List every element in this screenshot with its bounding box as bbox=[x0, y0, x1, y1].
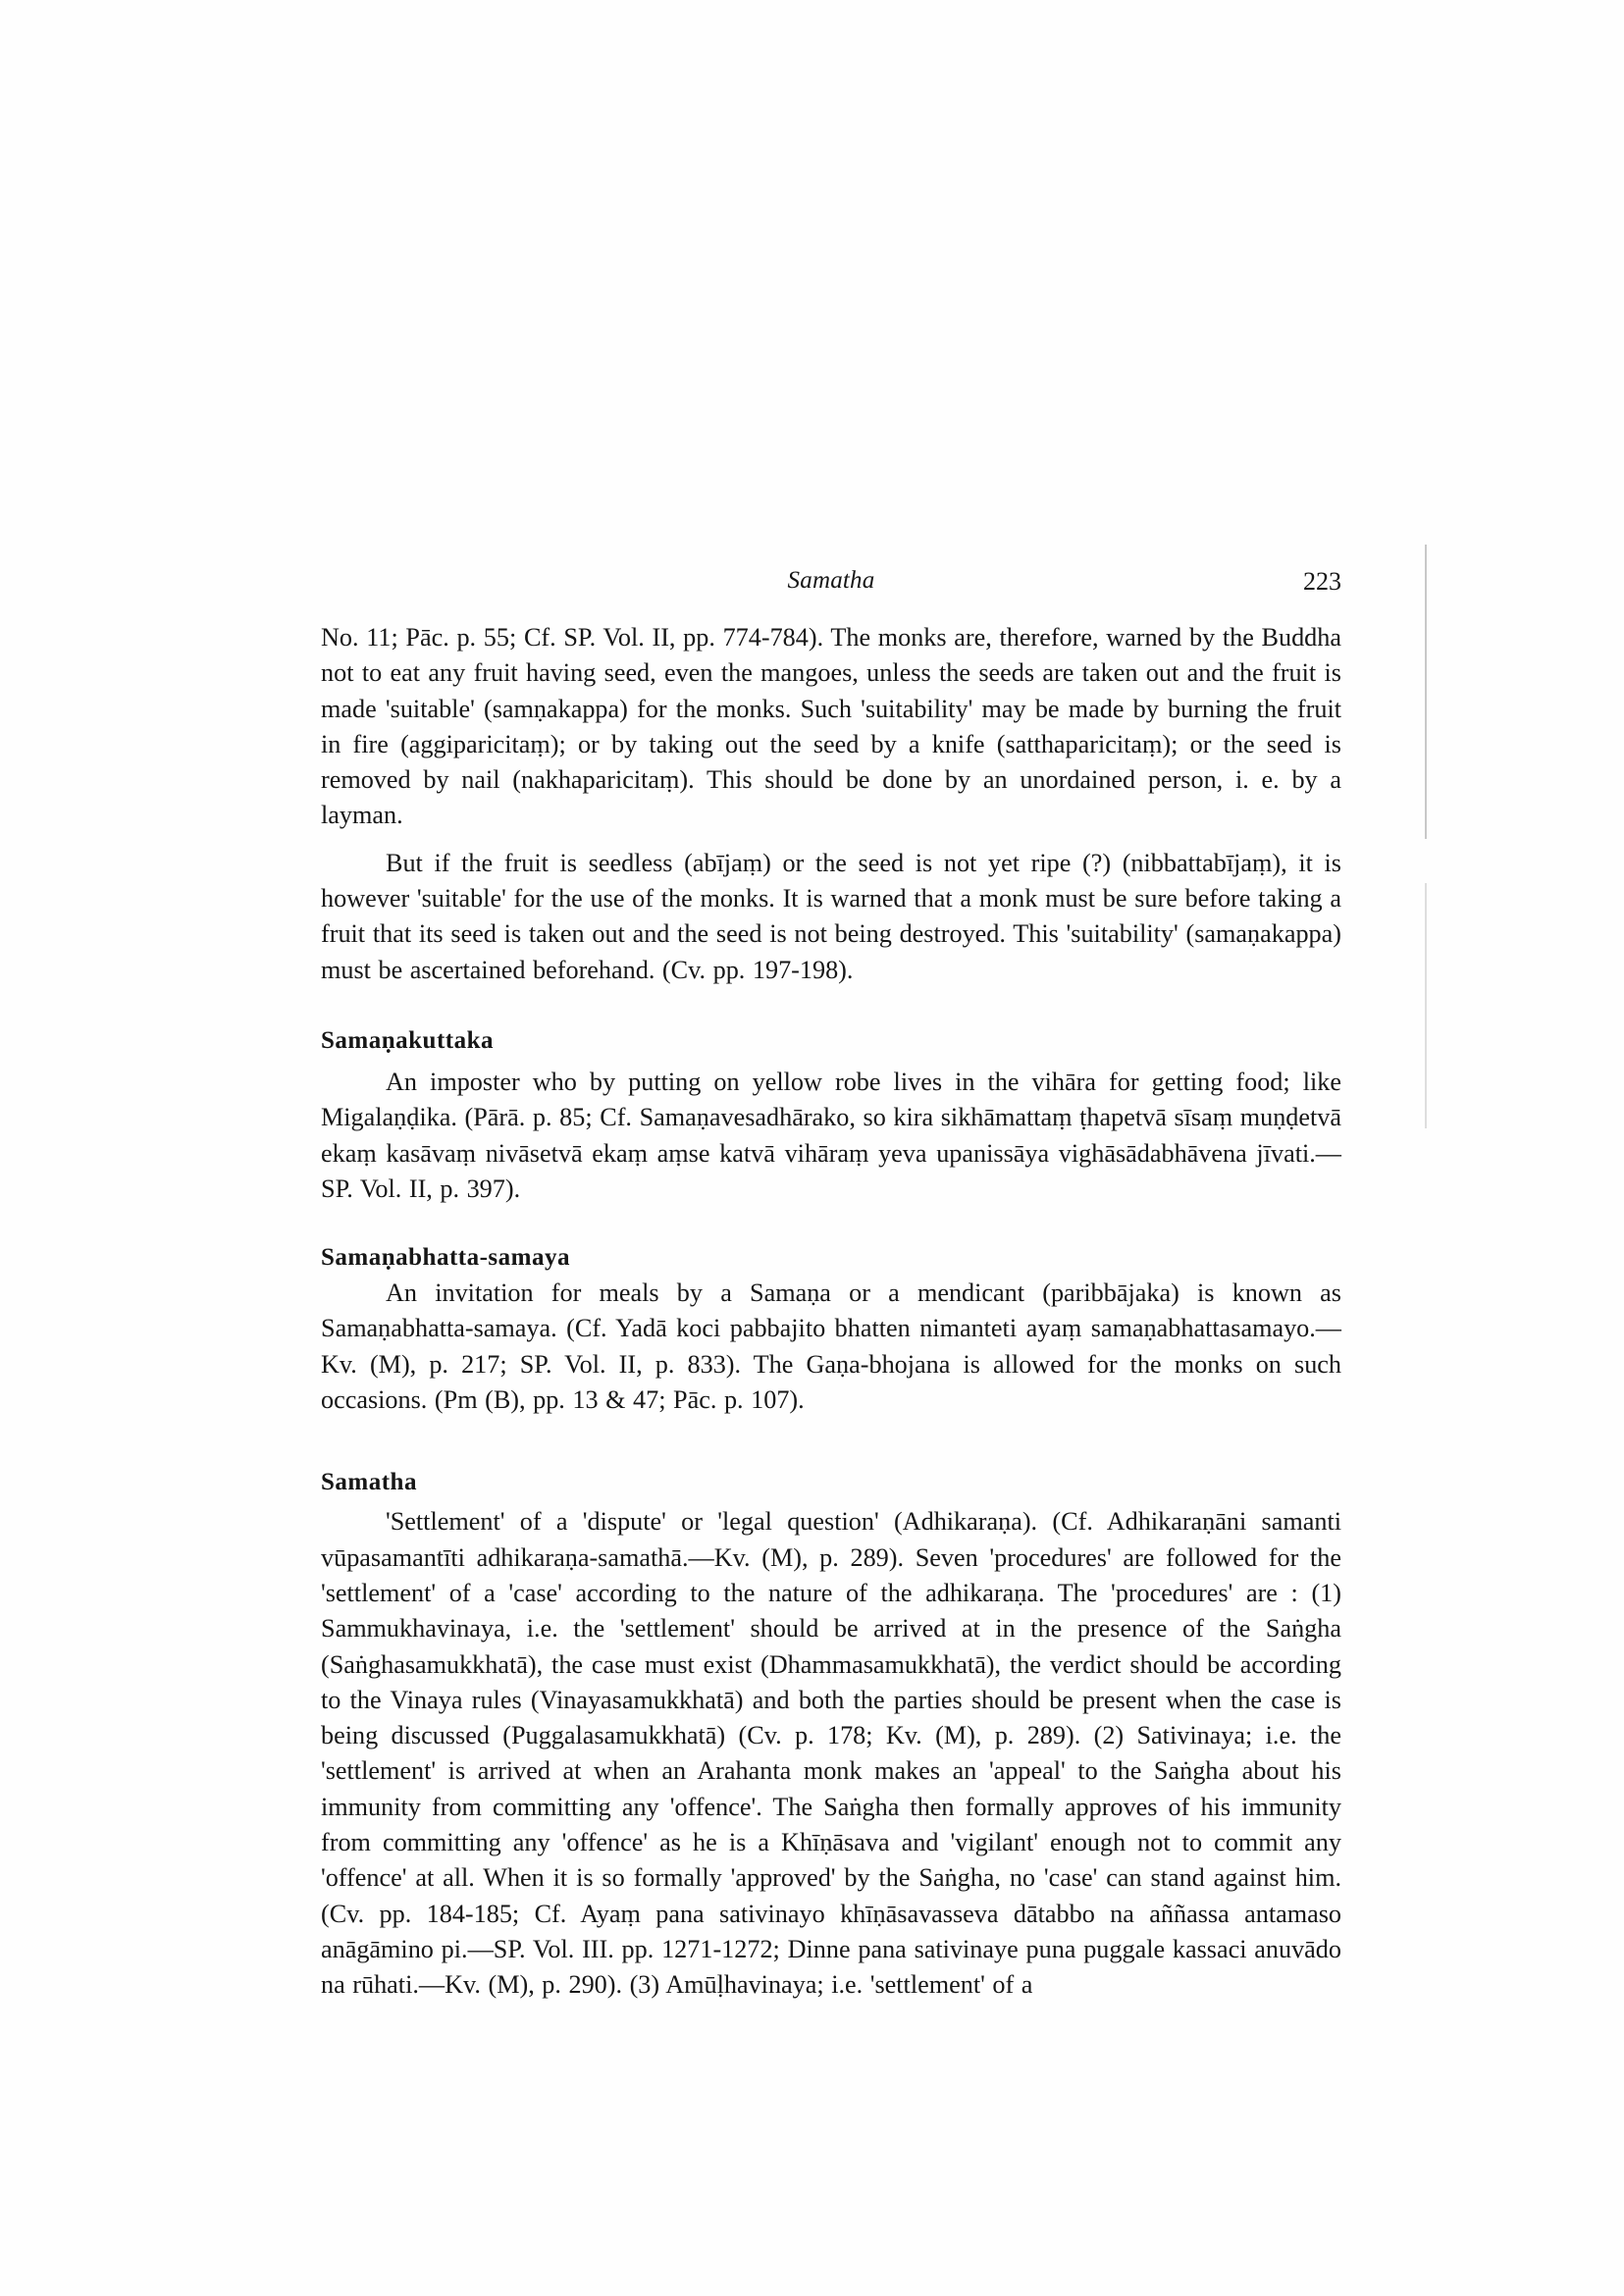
entry-heading-samanakuttaka: Samaṇakuttaka bbox=[321, 1026, 494, 1054]
running-title: Samatha bbox=[787, 567, 875, 594]
entry-heading-samanabhatta-samaya: Samaṇabhatta-samaya bbox=[321, 1244, 570, 1272]
paragraph-seedless-fruit: But if the fruit is seedless (abījaṃ) or the seed is not yet ripe (?) (nibbattabījaṃ), it is however 'suitable' for the use of the monks. It is warned that a monk must be sure before taking a fruit that its seed is taken out and the seed is not being destroyed. This 'suitability' (samaṇakappa) must be ascertained beforehand. (Cv. pp. 197-198). bbox=[321, 848, 1341, 984]
running-head bbox=[321, 567, 1341, 606]
page-number: 223 bbox=[1303, 567, 1341, 596]
paragraph-continuation: No. 11; Pāc. p. 55; Cf. SP. Vol. II, pp. 774-784). The monks are, therefore, warned by the Buddha not to eat any fruit having seed, even the mangoes, unless the seeds are taken out and the fruit is made 'suitable' (samṇakappa) for the monks. Such 'suitability' may be made by burning the fruit in fire (aggiparicitaṃ); or by taking out the seed by a knife (satthaparicitaṃ); or the seed is removed by nail (nakhaparicitaṃ). This should be done by an unordained person, i. e. by a layman. bbox=[321, 623, 1341, 830]
entry-heading-samatha: Samatha bbox=[321, 1469, 417, 1496]
scan-edge-mark bbox=[1425, 545, 1427, 839]
body-text bbox=[321, 620, 1341, 2004]
scan-edge-mark bbox=[1425, 883, 1427, 1128]
paragraph-samatha: 'Settlement' of a 'dispute' or 'legal question' (Adhikaraṇa). (Cf. Adhikaraṇāni samanti vūpasamantīti adhikaraṇa-samathā.—Kv. (M), p. 289). Seven 'procedures' are followed for the 'settlement' of a 'case' according to the nature of the adhikaraṇa. The 'procedures' are : (1) Sammukhavinaya, i.e. the 'settlement' should be arrived at in the presence of the Saṅgha (Saṅghasamukkhatā), the case must exist (Dhammasamukkhatā), the verdict should be according to the Vinaya rules (Vinayasamukkhatā) and both the parties should be present when the case is being discussed (Puggalasamukkhatā) (Cv. p. 178; Kv. (M), p. 289). (2) Sativinaya; i.e. the 'settlement' is arrived at when an Arahanta monk makes an 'appeal' to the Saṅgha about his immunity from committing any 'offence'. The Saṅgha then formally approves of his immunity from committing any 'offence' as he is a Khīṇāsava and 'vigilant' enough not to commit any 'offence' at all. When it is so formally 'approved' by the Saṅgha, no 'case' can stand against him. (Cv. pp. 184-185; Cf. Ayaṃ pana sativinayo khīṇāsavasseva dātabbo na aññassa antamaso anāgāmino pi.—SP. Vol. III. pp. 1271-1272; Dinne pana sativinaye puna puggale kassaci anuvādo na rūhati.—Kv. (M), p. 290). (3) Amūḷhavinaya; i.e. 'settlement' of a bbox=[321, 1507, 1341, 2000]
paragraph-samanakuttaka: An imposter who by putting on yellow robe lives in the vihāra for getting food; like Migalaṇḍika. (Pārā. p. 85; Cf. Samaṇavesadhārako, so kira sikhāmattaṃ ṭhapetvā sīsaṃ muṇḍetvā ekaṃ kasāvaṃ nivāsetvā ekaṃ aṃse katvā vihāraṃ yeva upanissāya vighāsādabhāvena jīvati.—SP. Vol. II, p. 397). bbox=[321, 1067, 1341, 1203]
paragraph-samanabhatta-samaya: An invitation for meals by a Samaṇa or a mendicant (paribbājaka) is known as Samaṇabhatta-samaya. (Cf. Yadā koci pabbajito bhatten nimanteti ayaṃ samaṇabhattasamayo.—Kv. (M), p. 217; SP. Vol. II, p. 833). The Gaṇa-bhojana is allowed for the monks on such occasions. (Pm (B), pp. 13 & 47; Pāc. p. 107). bbox=[321, 1278, 1341, 1415]
